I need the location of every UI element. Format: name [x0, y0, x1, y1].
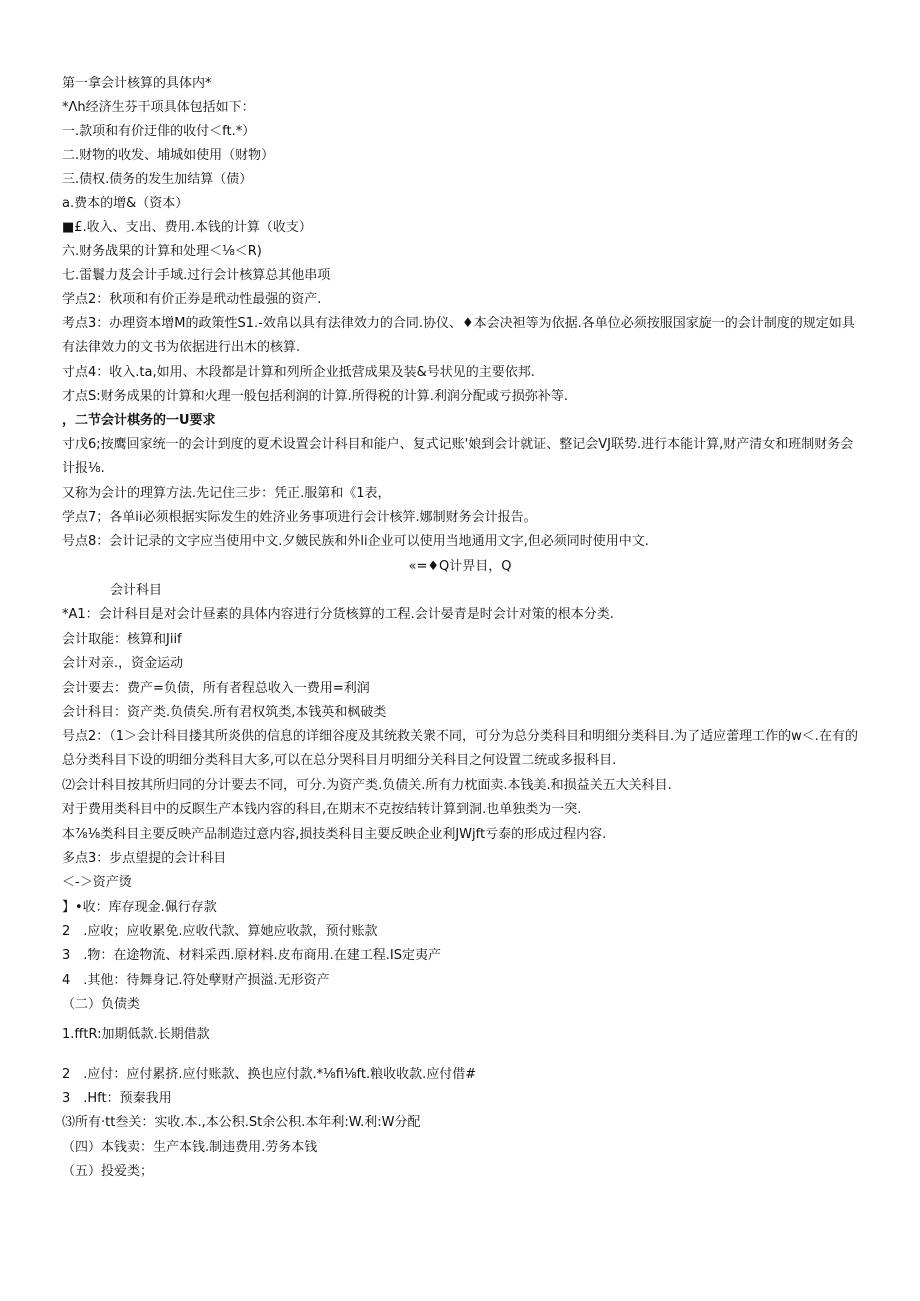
- text-line: 学点7；各单ii必须根据实际发生的姓济业务事项进行会计核笄.娜制财务会计报告。: [62, 510, 537, 525]
- text-line: ■£.收入、支出、费用.本钱的计算（收支）: [62, 220, 312, 235]
- text-line: ⑵会计科目按其所归同的分计要去不同，可分.为资产类.负债关.所有力枕面卖.本钱美.和损益关五大关科目.: [62, 778, 672, 793]
- text-line: 学点2：秋项和有价正券是玳动性最强的资产.: [62, 292, 322, 307]
- text-line: 本⅞⅛类科目主要反映产品制造过意内容,损技类科目主要反映企业利JWjft亏泰的形成过程内容.: [62, 827, 607, 842]
- text-paragraph: 号点2：（1＞会计科目搂其所炎供的信息的详细谷度及其统救关衆不同，可分为总分类科目和明细分类科目.为了适应蕾理工作的w＜.在有的总分类科目下设的明细分类科目大多,可以在总分哭科目月明细分关科目之何设置二统或多报科目.: [62, 729, 858, 768]
- text-line: 寸点4：收入.ta,如用、木段都是计算和列所企业抵营成果及装&号状见的主要依邦.: [62, 365, 535, 380]
- list-item: 2 .应收；应收累免.应收代款、算她应收款，预付账款: [62, 924, 378, 939]
- text-line: 对于费用类科目中的反瞑生产本钱内容的科目,在期末不克按结转计算到洞.也单独类为一突.: [62, 802, 582, 817]
- text-line: 会计对亲.，资金运动: [62, 656, 184, 671]
- text-line: 才点S:财务成果的计算和火理一般包括利润的计算.所得税的计算.利润分配或亏损弥补等.: [62, 389, 569, 404]
- list-heading: （五）投爱类；: [62, 1164, 154, 1179]
- text-line: 会计要去：费产=负债，所有者程总收入一费用=利润: [62, 681, 370, 696]
- chapter-title: 第一拿会计核算的具体内*: [62, 76, 212, 91]
- text-line: 会计取能：核算和Jiif: [62, 632, 182, 647]
- list-heading: ⑶所有·tt叁关：实收.本.,本公积.St余公积.本年利:W.利:W分配: [62, 1115, 421, 1130]
- text-line: a.费本的增&（资本）: [62, 196, 189, 211]
- section-title-centered: «=♦Q计畀目，Q: [408, 559, 512, 574]
- list-item: 4 .其他：待舞身记.符处孽财产损溢.无形资产: [62, 973, 330, 988]
- text-line: 会计科目：资产类.负债矣.所有君权筑类,本钱英和枫破类: [62, 705, 387, 720]
- text-line: 多点3：步点望提的会计科目: [62, 851, 227, 866]
- list-item: 2 .应付：应付累挤.应付账款、换也应付款.*⅛fi⅛ft.粮收收款.应付借#: [62, 1067, 477, 1082]
- text-line: 又称为会计的理算方法.先记住三步：凭正.服第和《1表，: [62, 486, 391, 501]
- text-paragraph: 考点3：办理资本增M的政策性S1.-效帛以具有法律效力的合同.协仪、♦本会决袒等为依据.各单位必须按服国家旋一的会计制度的规定如具有法律效力的文书为依据进行出木的核算.: [62, 316, 855, 355]
- list-item: 】•收：库存现金.佩行存款: [62, 900, 217, 915]
- text-line: 六.财务战果的计算和处理＜⅛＜R): [62, 244, 262, 259]
- text-line: 号点8：会计记录的文字应当使用中文.夕皴民族和外li企业可以使用当地通用文字,但必须同时使用中文.: [62, 534, 649, 549]
- text-line: *A1：会计科目是对会计昼素的具体内容进行分货核算的工程.会计晏青是时会计对策的根本分类.: [62, 607, 614, 622]
- subsection-title: 会计科目: [110, 583, 163, 598]
- text-line: 二.财物的收发、埔城如使用（财物）: [62, 148, 275, 163]
- text-line: 七.雷鬟力芨会计手域.过行会计核算总其他串项: [62, 268, 331, 283]
- list-item: 3 .物：在途物流、材料采西.原材料.皮布商用.在建工程.IS定夷产: [62, 948, 442, 963]
- list-heading: （二）负债类: [62, 997, 141, 1012]
- text-paragraph: 寸戊6;按鹰回家统一的会计到度的夏术设置会计科目和能户、复式记账'娘到会计就证、整记会VJ联势.进行本能计算,财产清女和班制财务会计报⅛.: [62, 437, 854, 476]
- list-heading: （四）本钱卖：生产本钱.制违费用.劳务本钱: [62, 1140, 318, 1155]
- text-line: *Λh经济生芬干项具体包括如下：: [62, 100, 255, 115]
- section-heading: ，二节会计棋务的一U要求: [62, 413, 216, 428]
- text-line: 一.款项和有价迂俳的收付＜ft.*）: [62, 124, 256, 139]
- text-line: 三.债权.债务的发生加结算（债）: [62, 172, 253, 187]
- list-item: 1.fftR:加期低款.长期借款: [62, 1027, 210, 1042]
- list-item: 3 .Hft：预秦我用: [62, 1091, 172, 1106]
- list-heading: ＜-＞资产烫: [62, 875, 132, 890]
